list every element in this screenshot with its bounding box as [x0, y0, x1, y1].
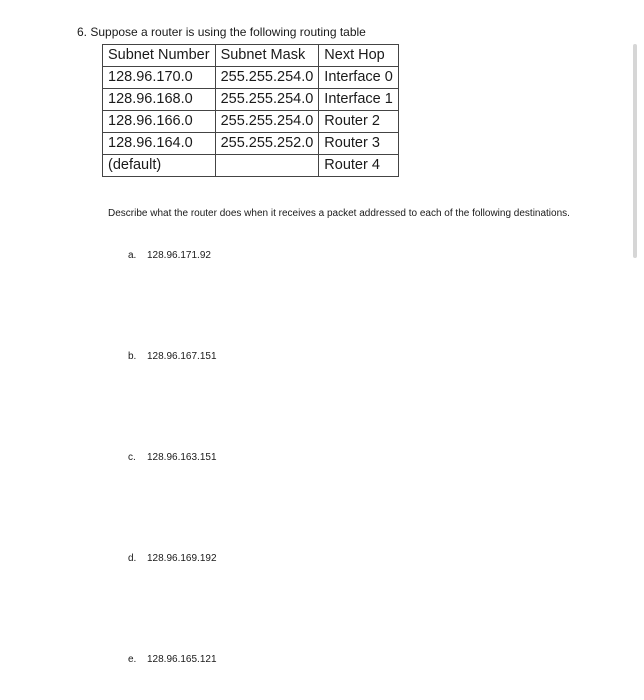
destination-address: 128.96.165.121: [147, 654, 217, 665]
subnet-mask-cell: 255.255.254.0: [215, 111, 319, 133]
next-hop-cell: Router 3: [319, 133, 399, 155]
routing-table: [102, 44, 399, 177]
header-subnet-number: Subnet Number: [103, 45, 216, 67]
header-subnet-mask: Subnet Mask: [215, 45, 319, 67]
table-row: [103, 155, 399, 177]
subnet-number-cell: 128.96.166.0: [103, 111, 216, 133]
next-hop-cell: Router 4: [319, 155, 399, 177]
subnet-number-cell: (default): [103, 155, 216, 177]
destination-item-b: [128, 351, 217, 363]
instruction-text: Describe what the router does when it receives a packet addressed to each of the following destinations.: [108, 208, 570, 219]
destination-item-e: [128, 654, 217, 666]
question-text: 6. Suppose a router is using the following routing table: [77, 25, 366, 39]
destination-address: 128.96.167.151: [147, 351, 217, 362]
table-header-row: [103, 45, 399, 67]
item-marker: d.: [128, 553, 137, 564]
subnet-mask-cell: 255.255.254.0: [215, 67, 319, 89]
destination-item-a: [128, 250, 211, 262]
table-row: [103, 67, 399, 89]
next-hop-cell: Router 2: [319, 111, 399, 133]
subnet-mask-cell: 255.255.254.0: [215, 89, 319, 111]
next-hop-cell: Interface 1: [319, 89, 399, 111]
item-marker: e.: [128, 654, 137, 665]
item-marker: c.: [128, 452, 136, 463]
destination-item-d: [128, 553, 217, 565]
table-row: [103, 133, 399, 155]
subnet-mask-cell: 255.255.252.0: [215, 133, 319, 155]
subnet-number-cell: 128.96.168.0: [103, 89, 216, 111]
subnet-mask-cell: [215, 155, 319, 177]
destination-address: 128.96.163.151: [147, 452, 217, 463]
vertical-scrollbar[interactable]: [633, 44, 637, 258]
destination-item-c: [128, 452, 217, 464]
destination-address: 128.96.169.192: [147, 553, 217, 564]
subnet-number-cell: 128.96.164.0: [103, 133, 216, 155]
table-row: [103, 89, 399, 111]
subnet-number-cell: 128.96.170.0: [103, 67, 216, 89]
item-marker: a.: [128, 250, 137, 261]
item-marker: b.: [128, 351, 137, 362]
next-hop-cell: Interface 0: [319, 67, 399, 89]
header-next-hop: Next Hop: [319, 45, 399, 67]
table-row: [103, 111, 399, 133]
destination-address: 128.96.171.92: [147, 250, 211, 261]
